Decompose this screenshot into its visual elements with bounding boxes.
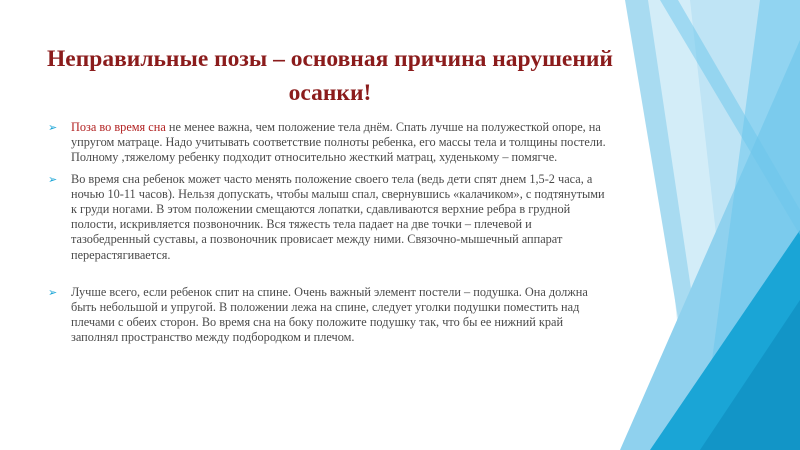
arrow-bullet-icon: ➢: [48, 121, 58, 134]
bullet-pillow-advice: [48, 285, 608, 346]
arrow-bullet-icon: ➢: [48, 285, 58, 299]
slide-content: [48, 120, 608, 346]
arrow-bullet-icon: ➢: [48, 172, 58, 186]
bullet-text: Лучше всего, если ребенок спит на спине. Очень важный элемент постели – подушка. Она должна быть небольшой и упругой. В положении лежа на спине, следует уголки подушки поместить над плечами с обеих сторон. Во время сна на боку положите подушку так, что бы ее нижний край заполнял пространство между подбородком и плечом.: [71, 284, 588, 345]
bullet-sleep-posture: [48, 120, 608, 166]
bullet-sleep-position-changes: [48, 172, 608, 263]
highlighted-phrase: Поза во время сна: [71, 120, 166, 134]
slide-title: Неправильные позы – основная причина нарушений осанки!: [47, 46, 613, 106]
bullet-text: Во время сна ребенок может часто менять положение своего тела (ведь дети спят днем 1,5-2 часа, а ночью 10-11 часов). Нельзя допускать, чтобы малыш спал, свернувшись «калачиком», с подтянутыми к груди ногами. В этом положении смещаются лопатки, сдавливаются верхние ребра в грудной полости, искривляется позвоночник. Вся тяжесть тела падает на две точки – плечевой и тазобедренный суставы, а позвоночник провисает между ними. Связочно-мышечный аппарат перерастягивается.: [71, 171, 605, 262]
bullet-text: не менее важна, чем положение тела днём. Спать лучше на полужесткой опоре, на упругом матраце. Надо учитывать соответствие полноты ребенка, его массы тела и толщины постели. Полному ,тяжелому ребенку подходит относительно жесткий матрац, худенькому – помягче.: [71, 120, 606, 165]
